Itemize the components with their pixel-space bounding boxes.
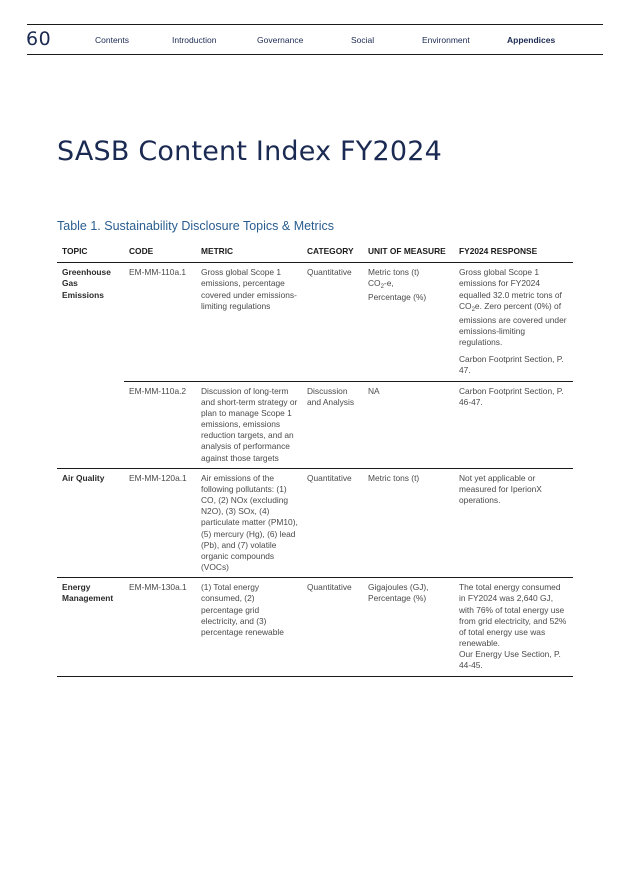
category-cell: Discussion and Analysis (302, 381, 363, 468)
header-code: CODE (124, 246, 196, 263)
header-unit: UNIT OF MEASURE (363, 246, 454, 263)
metric-cell: (1) Total energy consumed, (2) percentage grid electricity, and (3) percentage renewable (196, 578, 302, 676)
category-cell: Quantitative (302, 578, 363, 676)
metric-cell: Discussion of long-term and short-term strategy or plan to manage Scope 1 emissions, emissions reduction targets, and an analysis of performance against those targets (196, 381, 302, 468)
topic-cell: Energy Management (57, 578, 124, 676)
table-header-row (57, 246, 573, 263)
page-number: 60 (26, 28, 52, 50)
nav-governance[interactable]: Governance (257, 35, 304, 45)
category-cell: Quantitative (302, 263, 363, 381)
topic-cell: Greenhouse Gas Emissions (57, 263, 124, 469)
metric-cell: Air emissions of the following pollutants: (1) CO, (2) NOx (excluding N2O), (3) SOx, (4) particulate matter (PM10), (5) mercury (Hg), (6) lead (Pb), and (7) volatile organic compounds (VOCs) (196, 468, 302, 578)
nav-social[interactable]: Social (351, 35, 375, 45)
table-row (57, 468, 573, 578)
header-metric: METRIC (196, 246, 302, 263)
header-bottom-rule (27, 54, 603, 55)
topic-cell: Air Quality (57, 468, 124, 578)
table-row (57, 381, 573, 468)
response-text: The total energy consumed in FY2024 was 2,640 GJ, with 76% of total energy use from grid electricity, and 52% of total energy use was renewable. (459, 582, 567, 649)
header-top-rule (27, 24, 603, 25)
response-cell (454, 263, 573, 381)
metric-cell: Gross global Scope 1 emissions, percentage covered under emissions-limiting regulations (196, 263, 302, 381)
header-response: FY2024 RESPONSE (454, 246, 573, 263)
header-topic: TOPIC (57, 246, 124, 263)
response-cell: Carbon Footprint Section, P. 46-47. (454, 381, 573, 468)
nav-introduction[interactable]: Introduction (172, 35, 217, 45)
table-row (57, 263, 573, 381)
code-cell: EM-MM-110a.2 (124, 381, 196, 468)
unit-cell: Gigajoules (GJ), Percentage (%) (363, 578, 454, 676)
unit-line: Metric tons (t) (368, 267, 420, 278)
unit-cell: Metric tons (t) (363, 468, 454, 578)
response-cell (454, 578, 573, 676)
nav-environment[interactable]: Environment (422, 35, 470, 45)
nav-contents[interactable]: Contents (95, 35, 130, 45)
unit-line: $CO_2-e$, (368, 278, 394, 291)
header-category: CATEGORY (302, 246, 363, 263)
table-row (57, 578, 573, 676)
code-cell: EM-MM-130a.1 (124, 578, 196, 676)
response-cell: Not yet applicable or measured for IperionX operations. (454, 468, 573, 578)
code-cell: EM-MM-110a.1 (124, 263, 196, 381)
response-text: Gross global Scope 1 emissions for FY2024 equalled 32.0 metric tons of $CO_2e$. Zero percent (0%) of emissions are covered under emissions-limiting regulations. (459, 267, 567, 347)
response-reference: Carbon Footprint Section, P. 47. (459, 354, 564, 376)
unit-line: Percentage (%) (368, 292, 427, 303)
unit-cell (363, 263, 454, 381)
category-cell: Quantitative (302, 468, 363, 578)
page-title: SASB Content Index FY2024 (57, 136, 442, 167)
nav-appendices[interactable]: Appendices (507, 35, 556, 45)
code-cell: EM-MM-120a.1 (124, 468, 196, 578)
table-caption: Table 1. Sustainability Disclosure Topics & Metrics (57, 219, 334, 233)
sasb-table (57, 246, 573, 677)
unit-cell: NA (363, 381, 454, 468)
response-reference: Our Energy Use Section, P. 44-45. (459, 649, 561, 671)
